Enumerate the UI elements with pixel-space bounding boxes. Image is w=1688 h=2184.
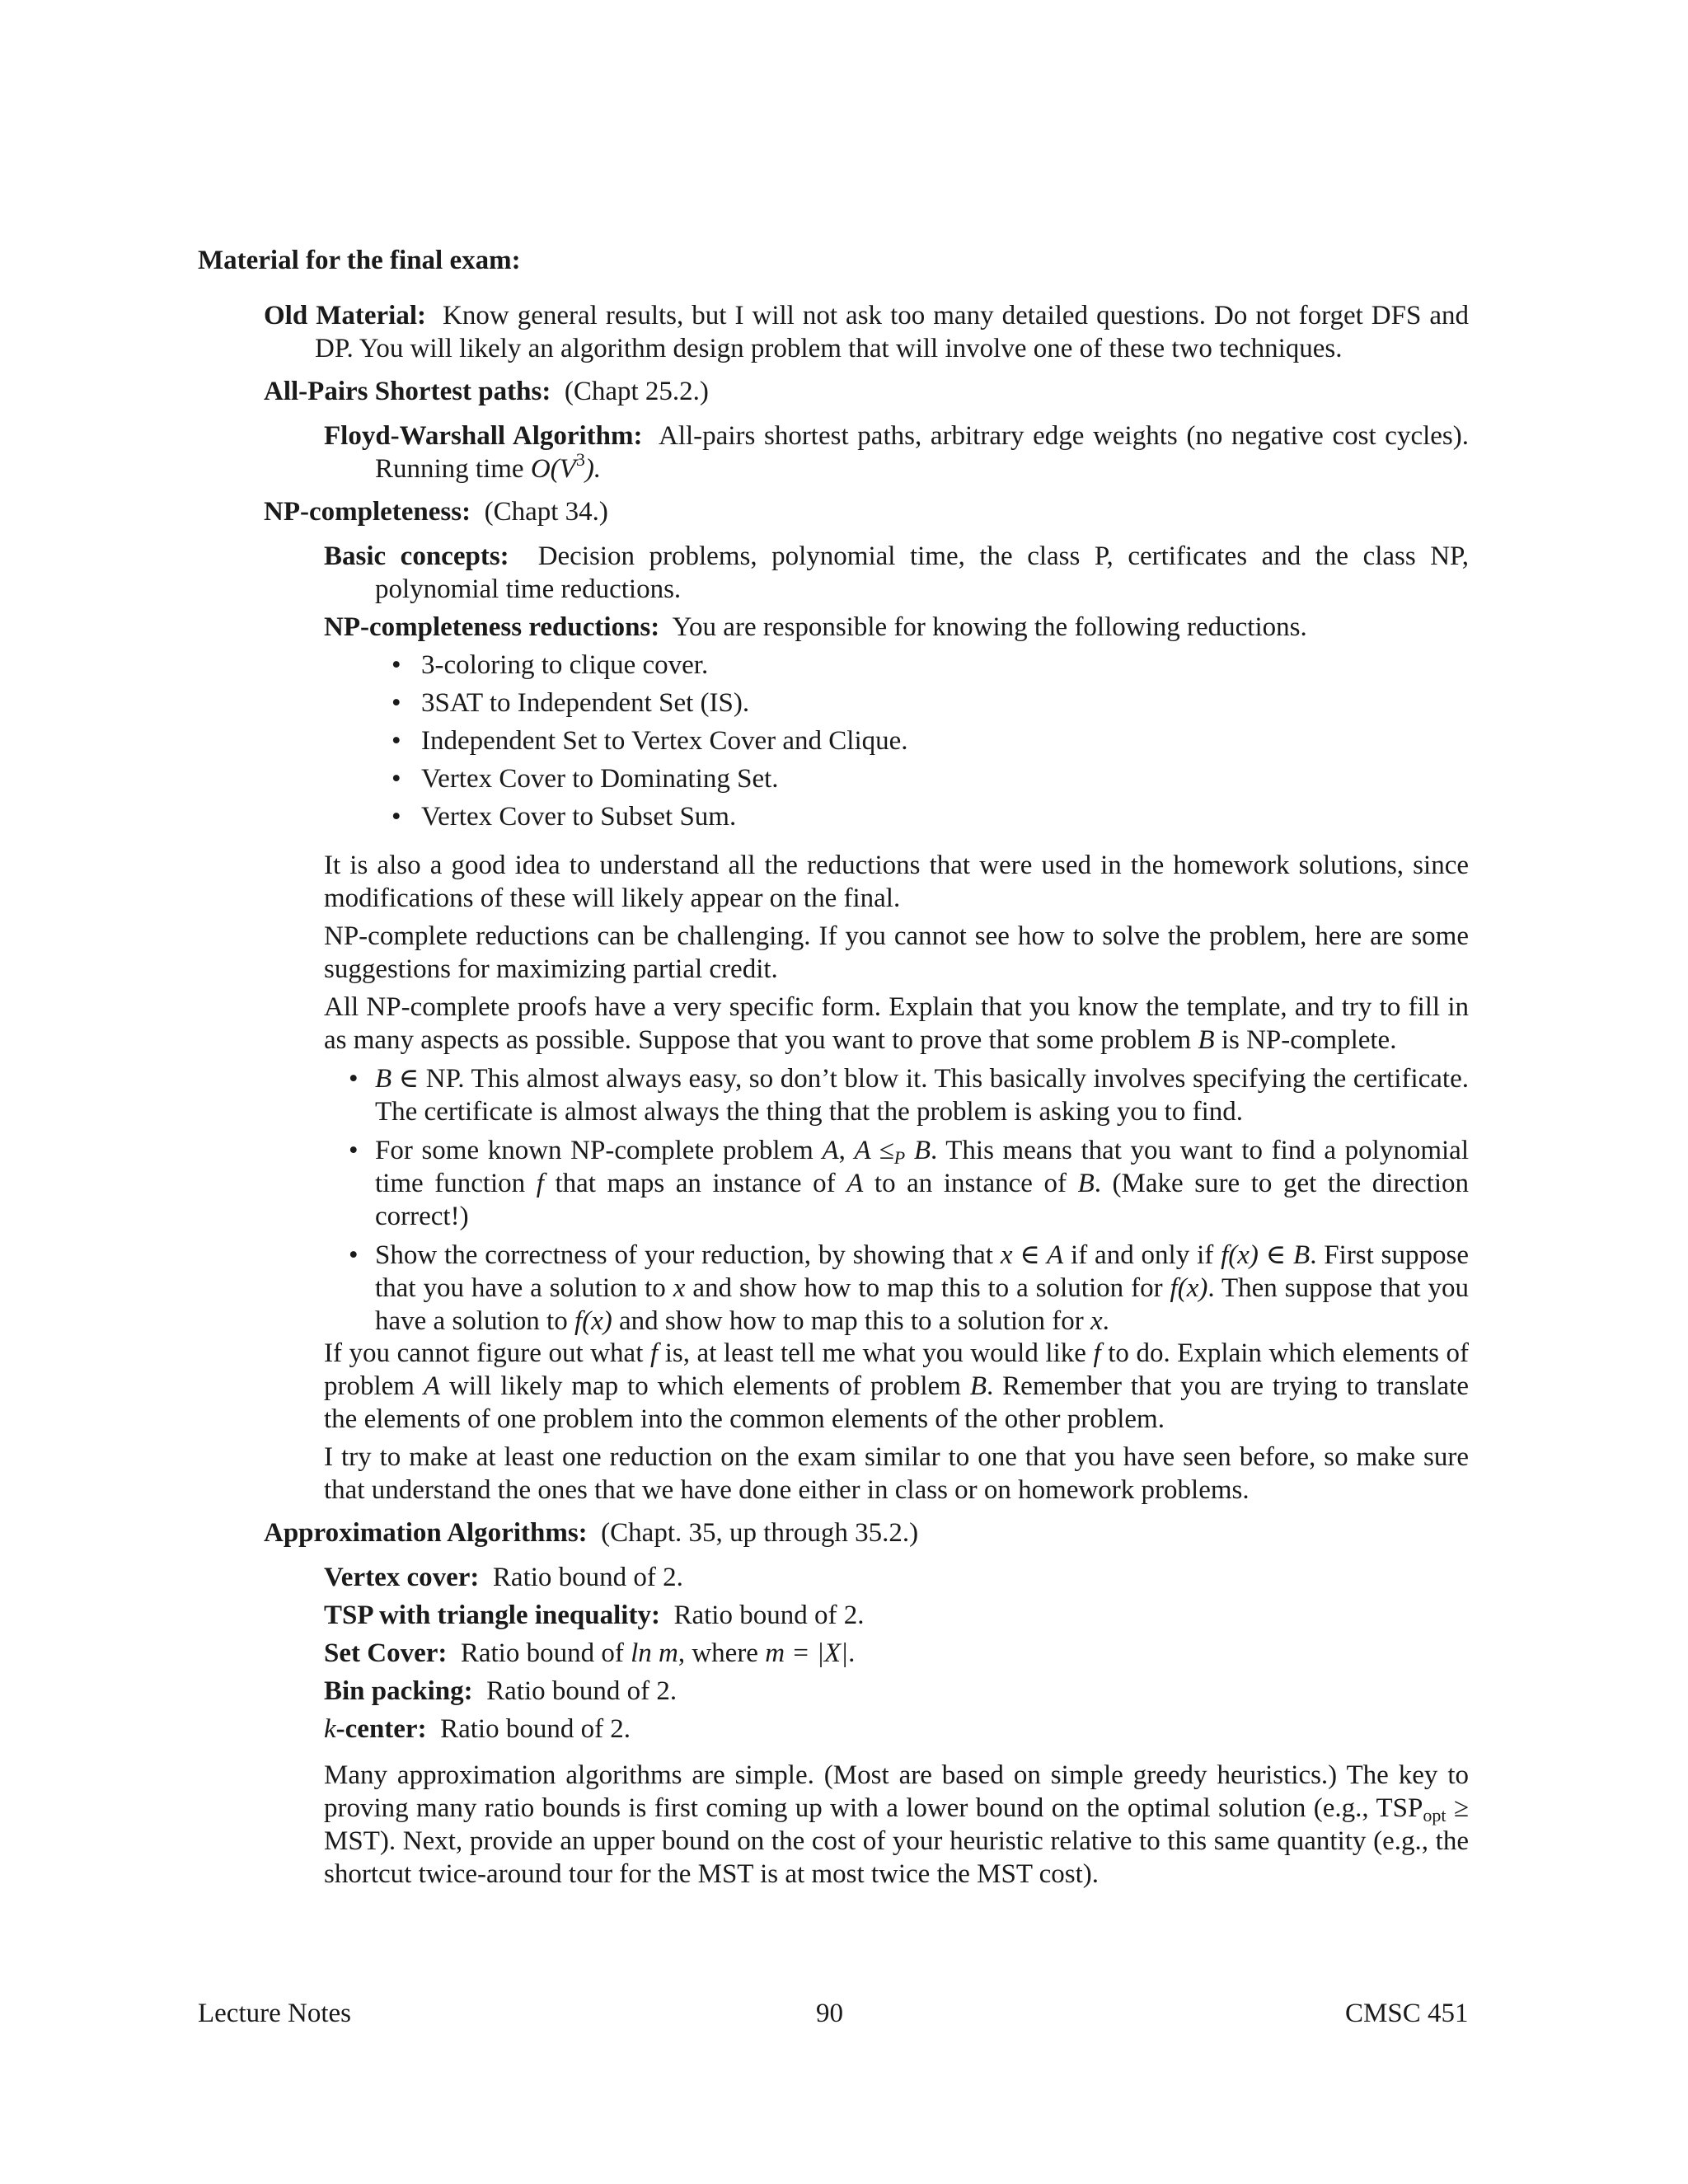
fw-label: Floyd-Warshall Algorithm:: [324, 421, 643, 451]
apsp-label: All-Pairs Shortest paths:: [264, 377, 551, 406]
fw-end: ).: [584, 454, 602, 484]
reductions-label: NP-completeness reductions:: [324, 612, 660, 642]
approx-label: Approximation Algorithms:: [264, 1518, 588, 1548]
reductions-item: [324, 611, 1469, 644]
old-material-label: Old Material:: [264, 301, 426, 330]
list-item: • 3-coloring to clique cover.: [392, 650, 709, 680]
list-item: • Vertex Cover to Subset Sum.: [392, 802, 737, 832]
section-heading: Material for the final exam:: [198, 246, 521, 275]
list-item: Set Cover: Ratio bound of ln m, where m = |X|.: [324, 1638, 856, 1668]
basic-text: Decision problems, polynomial time, the class P, certificates and the class NP, polynomial time reductions.: [375, 541, 1470, 604]
paragraph-similar: I try to make at least one reduction on the exam similar to one that you have seen before, so make sure that understand the ones that we have done either in class or on homework problems.: [324, 1442, 1469, 1505]
paragraph-template: All NP-complete proofs have a very specific form. Explain that you know the template, and try to fill in as many aspects as possible. Suppose that you want to prove that some problem B is NP-complete.: [324, 992, 1469, 1055]
apsp-ref: (Chapt 25.2.): [564, 377, 709, 406]
list-item: • 3SAT to Independent Set (IS).: [392, 688, 750, 718]
approx-item: [264, 1516, 1469, 1549]
list-item: • Show the correctness of your reduction, by showing that x ∈ A if and only if f(x) ∈ B. First suppose that you have a solution to x and show how to map this to a solution for f(x). Then suppose that you have a solution to f(x) and show how to map this to a solution for x.: [349, 1240, 1470, 1336]
paragraph-approx: Many approximation algorithms are simple. (Most are based on simple greedy heuristics.) The key to proving many ratio bounds is first coming up with a lower bound on the optimal solution (e.g., $TSP_{opt} \ge MST$). Next, provide an upper bound on the cost of your heuristic relative to this same quantity (e.g., the shortcut twice-around tour for the MST is at most twice the MST cost).: [324, 1760, 1470, 1889]
fw-math: O(V: [530, 454, 576, 484]
floyd-warshall-item: [324, 419, 1469, 485]
reductions-text: You are responsible for knowing the following reductions.: [672, 612, 1307, 642]
npc-ref: (Chapt 34.): [484, 497, 608, 527]
reductions-list: [324, 649, 1469, 833]
template-list: [324, 1062, 1469, 1338]
paragraph-homework: It is also a good idea to understand all the reductions that were used in the homework solutions, since modifications of these will likely appear on the final.: [324, 851, 1469, 913]
approx-list: [324, 1561, 1469, 1746]
basic-label: Basic concepts:: [324, 541, 509, 571]
list-item: k-center: Ratio bound of 2.: [324, 1714, 631, 1744]
list-item: Bin packing: Ratio bound of 2.: [324, 1676, 678, 1706]
paragraph-challenging: NP-complete reductions can be challenging. If you cannot see how to solve the problem, here are some suggestions for maximizing partial credit.: [324, 921, 1469, 984]
old-material-text: Know general results, but I will not ask too many detailed questions. Do not forget DFS and DP. You will likely an algorithm design problem that will involve one of these two techniques.: [315, 301, 1470, 363]
list-item: Vertex cover: Ratio bound of 2.: [324, 1563, 683, 1592]
npc-label: NP-completeness:: [264, 497, 471, 527]
basic-concepts-item: [324, 540, 1469, 606]
npc-item: [264, 495, 1469, 528]
page-number: 90: [816, 1999, 843, 2028]
list-item: • For some known NP-complete problem A, $A \le_P$ B. This means that you want to find a polynomial time function f that maps an instance of A to an instance of B. (Make sure to get the direction correct!): [349, 1136, 1470, 1231]
fw-exp: 3: [575, 449, 585, 470]
paragraph-figure-out: If you cannot figure out what f is, at least tell me what you would like f to do. Explain which elements of problem A will likely map to which elements of problem B. Remember that you are trying to translate the elements of one problem into the common elements of the other problem.: [324, 1338, 1470, 1434]
old-material-item: [264, 299, 1469, 365]
approx-ref: (Chapt. 35, up through 35.2.): [601, 1518, 919, 1548]
list-item: • B ∈ NP. This almost always easy, so don’t blow it. This basically involves specifying the certificate. The certificate is almost always the thing that the problem is asking you to find.: [349, 1064, 1469, 1127]
fw-text: All-pairs shortest paths, arbitrary edge weights (no negative cost cycles). Running time: [375, 421, 1469, 484]
footer-left: Lecture Notes: [198, 1999, 351, 2028]
list-item: TSP with triangle inequality: Ratio bound of 2.: [324, 1601, 865, 1630]
list-item: • Vertex Cover to Dominating Set.: [392, 764, 779, 794]
apsp-item: [264, 375, 1469, 408]
list-item: • Independent Set to Vertex Cover and Clique.: [392, 726, 908, 756]
footer-right: CMSC 451: [1345, 1999, 1469, 2028]
